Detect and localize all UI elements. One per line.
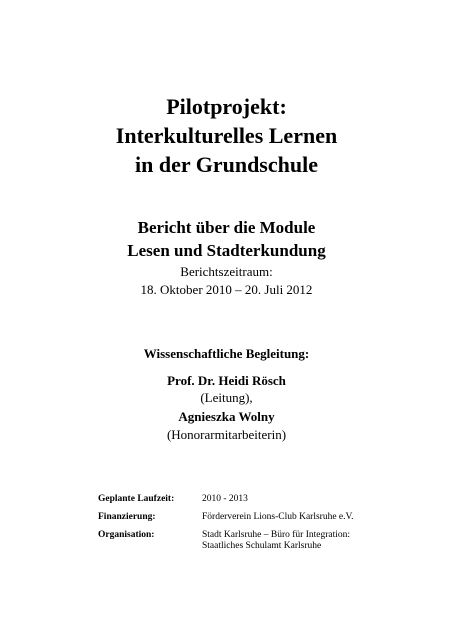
supervisor-name: Prof. Dr. Heidi Rösch	[167, 373, 286, 388]
detail-label: Geplante Laufzeit:	[98, 494, 175, 504]
detail-value	[202, 494, 248, 505]
title-line-1: Pilotprojekt:	[166, 94, 287, 119]
report-line-1: Bericht über die Module	[137, 218, 316, 237]
assistant-name: Agnieszka Wolny	[178, 409, 275, 424]
detail-row-duration	[98, 494, 354, 505]
detail-value-line: 2010 - 2013	[202, 494, 248, 504]
supervision-heading: Wissenschaftliche Begleitung:	[143, 346, 310, 361]
period-label: Berichtszeitraum:	[180, 264, 273, 279]
detail-label: Organisation:	[98, 530, 155, 540]
detail-row-funding	[98, 512, 354, 523]
period-dates: 18. Oktober 2010 – 20. Juli 2012	[140, 282, 313, 297]
detail-row-organisation	[98, 530, 354, 552]
detail-value	[202, 530, 350, 552]
report-line-2: Lesen und Stadterkundung	[127, 241, 326, 260]
detail-value-line: Staatliches Schulamt Karlsruhe	[202, 541, 322, 551]
assistant-role: (Honorarmitarbeiterin)	[166, 427, 287, 442]
supervisor-role: (Leitung),	[200, 390, 253, 405]
detail-label: Finanzierung:	[98, 512, 156, 522]
title-line-2: Interkulturelles Lernen	[115, 123, 338, 148]
title-line-3: in der Grundschule	[135, 152, 318, 177]
detail-value-line: Stadt Karlsruhe – Büro für Integration:	[202, 530, 351, 540]
detail-value-line: Förderverein Lions-Club Karlsruhe e.V.	[202, 512, 354, 522]
detail-value	[202, 512, 354, 523]
project-details	[98, 494, 354, 559]
